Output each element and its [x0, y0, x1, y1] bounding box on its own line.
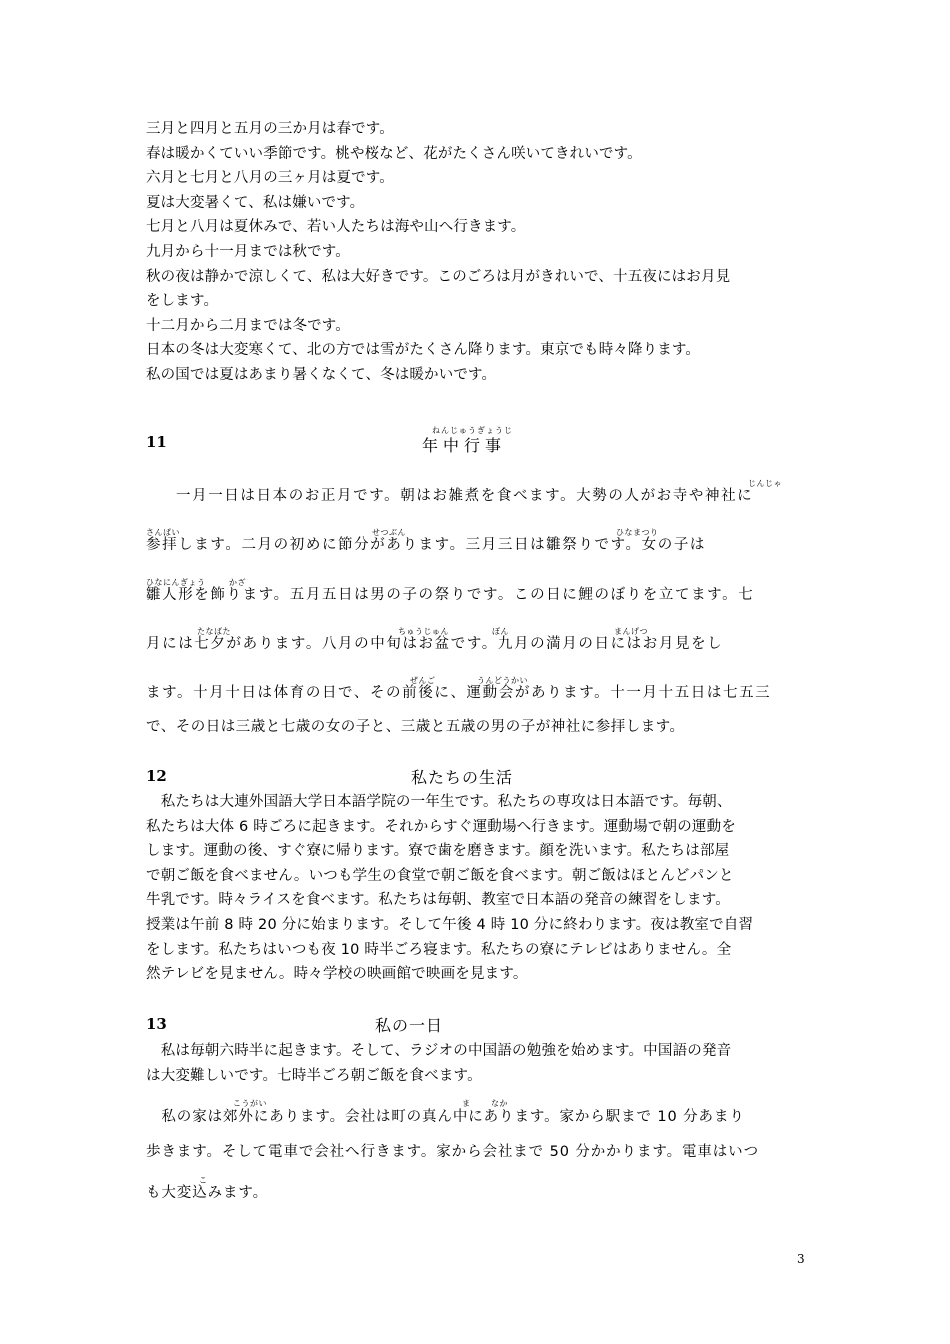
- section-title: 年中行事: [422, 436, 507, 455]
- text-line: をします。: [146, 293, 219, 310]
- furigana: こ: [199, 1176, 208, 1185]
- furigana: まんげつ: [614, 627, 648, 636]
- text-line: 七月と八月は夏休みで、若い人たちは海や山へ行きます。: [146, 219, 526, 236]
- furigana: じんじゃ: [748, 479, 782, 488]
- text-line: 歩きます。そして電車で会社へ行きます。家から会社まで 50 分かかります。電車はいつ: [146, 1144, 759, 1160]
- text-line: 然テレビを見ません。時々学校の映画館で映画を見ます。: [146, 966, 528, 983]
- furigana: うんどうかい: [477, 676, 528, 685]
- text-line: 秋の夜は静かで涼しくて、私は大好きです。このごろは月がきれいで、十五夜にはお月見: [146, 268, 731, 285]
- section-11-heading: [146, 426, 810, 456]
- text-line: 授業は午前 8 時 20 分に始まります。そして午後 4 時 10 分に終わります。夜は教室で自習: [146, 916, 754, 933]
- text-line: 私たちは大連外国語大学日本語学院の一年生です。私たちの専攻は日本語です。毎朝、: [146, 794, 732, 810]
- text-line: 私は毎朝六時半に起きます。そして、ラジオの中国語の勉強を始めます。中国語の発音: [146, 1043, 732, 1059]
- furigana: ま: [462, 1099, 471, 1108]
- furigana: ぼん: [492, 627, 509, 636]
- text-line: は大変難しいです。七時半ごろ朝ご飯を食べます。: [146, 1067, 482, 1084]
- furigana: ちゅうじゅん: [398, 627, 449, 636]
- furigana: たなばた: [197, 627, 231, 636]
- text-line: 雛人形を飾ります。五月五日は男の子の祭りです。この日に鯉のぼりを立てます。七: [146, 587, 755, 603]
- section-13-heading: [146, 1012, 810, 1038]
- text-line: 月には七夕があります。八月の中旬はお盆です。九月の満月の日にはお月見をし: [146, 636, 724, 652]
- section-number: 11: [146, 433, 167, 451]
- text-line: 一月一日は日本のお正月です。朝はお雑煮を食べます。大勢の人がお寺や神社に: [176, 488, 754, 504]
- section-number: 12: [146, 767, 167, 785]
- text-line: 参拝します。二月の初めに節分があります。三月三日は雛祭りです。女の子は: [146, 537, 707, 553]
- section-title: 私たちの生活: [411, 768, 514, 787]
- text-line: 私たちは大体 6 時ごろに起きます。それからすぐ運動場へ行きます。運動場で朝の運動を: [146, 818, 737, 835]
- text-line: 六月と七月と八月の三ヶ月は夏です。: [146, 170, 394, 187]
- text-line: 十二月から二月までは冬です。: [146, 317, 350, 334]
- furigana: なか: [491, 1099, 508, 1108]
- section-12-heading: [146, 764, 810, 790]
- section-title: 私の一日: [375, 1016, 444, 1035]
- seasons-section: [146, 117, 810, 388]
- text-line: 私の家は郊外にあります。会社は町の真ん中にあります。家から駅まで 10 分あまり: [146, 1109, 745, 1125]
- text-line: します。運動の後、すぐ寮に帰ります。寮で歯を磨きます。顔を洗います。私たちは部屋: [146, 843, 730, 860]
- title-ruby: ねんじゅうぎょうじ: [432, 426, 513, 435]
- text-line: 九月から十一月までは秋です。: [146, 243, 350, 260]
- text-line: で、その日は三歳と七歳の女の子と、三歳と五歳の男の子が神社に参拝します。: [146, 719, 685, 735]
- text-line: 夏は大変暑くて、私は嫌いです。: [146, 194, 365, 211]
- furigana: こうがい: [233, 1099, 267, 1108]
- text-line: をします。私たちはいつも夜 10 時半ごろ寝ます。私たちの寮にテレビはありません。全: [146, 941, 732, 958]
- text-line: 春は暖かくていい季節です。桃や桜など、花がたくさん咲いてきれいです。: [146, 145, 642, 162]
- section-number: 13: [146, 1015, 167, 1033]
- text-line: 牛乳です。時々ライスを食べます。私たちは毎朝、教室で日本語の発音の練習をします。: [146, 892, 730, 909]
- furigana: ひなにんぎょう: [146, 578, 206, 587]
- furigana: ぜんご: [410, 676, 436, 685]
- furigana: せつぶん: [372, 528, 406, 537]
- text-line: で朝ご飯を食べません。いつも学生の食堂で朝ご飯を食べます。朝ご飯はほとんどパンと: [146, 867, 734, 884]
- text-line: ます。十月十日は体育の日で、その前後に、運動会があります。十一月十五日は七五三: [146, 685, 772, 701]
- page-number: 3: [797, 1252, 805, 1266]
- text-line: も大変込みます。: [146, 1185, 269, 1201]
- section-12-body: [146, 790, 810, 987]
- text-line: 三月と四月と五月の三か月は春です。: [146, 121, 394, 137]
- text-line: 私の国では夏はあまり暑くなくて、冬は暖かいです。: [146, 366, 497, 383]
- furigana: さんぱい: [146, 528, 180, 537]
- text-line: 日本の冬は大変寒くて、北の方では雪がたくさん降ります。東京でも時々降ります。: [146, 342, 701, 359]
- furigana: ひなまつり: [616, 528, 659, 537]
- section-13-body: [146, 1039, 810, 1088]
- furigana: かざ: [229, 578, 246, 587]
